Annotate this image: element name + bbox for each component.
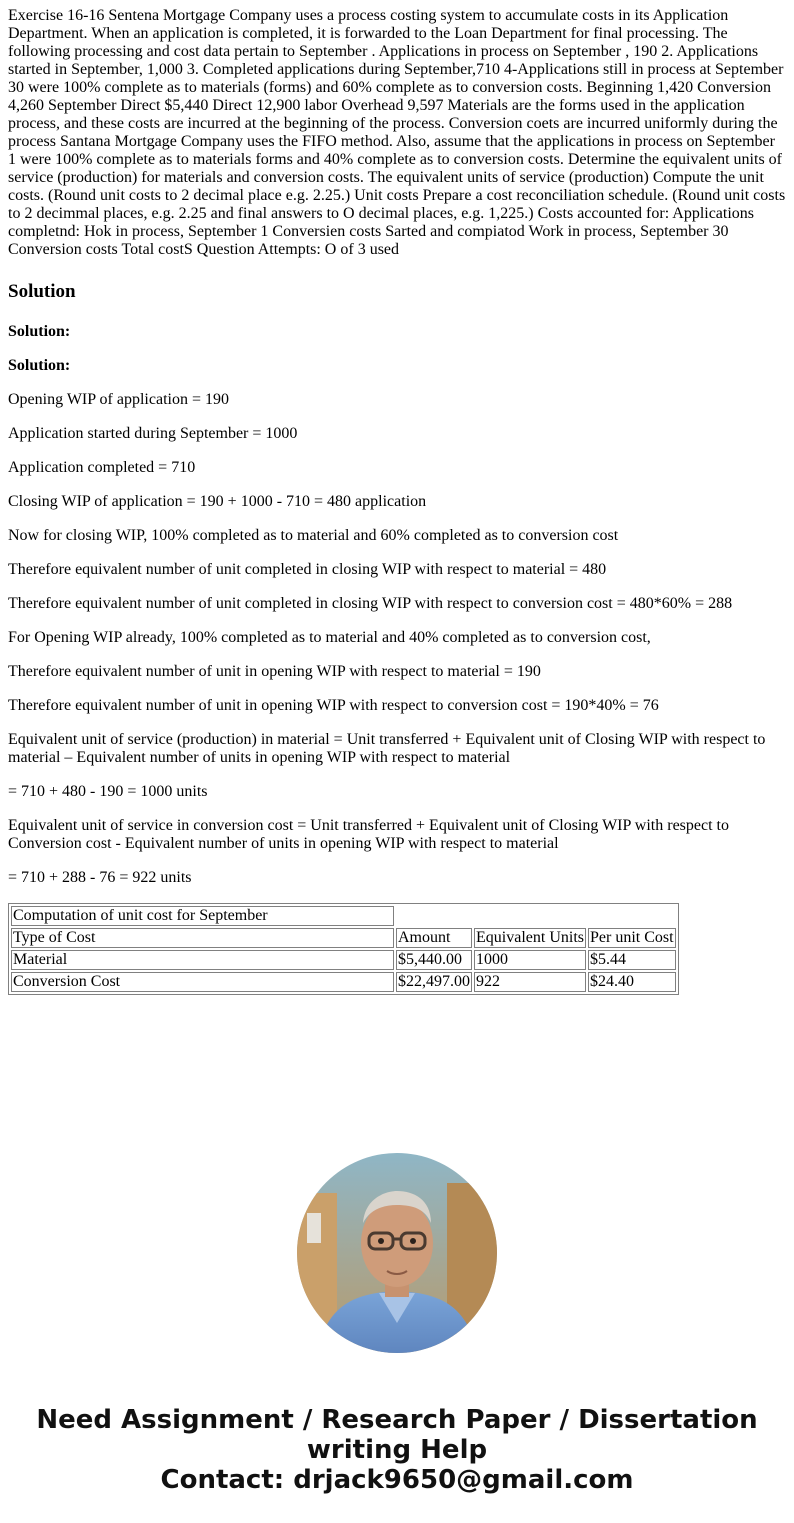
conversion-eu-formula: Equivalent unit of service in conversion cost = Unit transferred + Equivalent unit of Closing WIP with respect to Conversion cost - Equivalent number of units in opening WIP with respect to material bbox=[8, 817, 729, 852]
cell-equivalent-units: 922 bbox=[474, 972, 586, 992]
cell-type: Material bbox=[11, 950, 394, 970]
closing-wip-note: Now for closing WIP, 100% completed as to material and 60% completed as to conversion cost bbox=[8, 527, 619, 544]
started-line: Application started during September = 1000 bbox=[8, 425, 298, 442]
closing-conversion-eu: Therefore equivalent number of unit completed in closing WIP with respect to conversion cost = 480*60% = 288 bbox=[8, 595, 733, 612]
cell-amount: $22,497.00 bbox=[398, 973, 470, 990]
material-eu-result: = 710 + 480 - 190 = 1000 units bbox=[8, 783, 208, 800]
solution-label: Solution: bbox=[8, 323, 71, 340]
question-text: Exercise 16-16 Sentena Mortgage Company uses a process costing system to accumulate costs in its Application Department. When an application is completed, it is forwarded to the Loan Department for final processing. The following processing and cost data pertain to September . Applications in process on September , 190 2. Applications started in September, 1,000 3. Completed applications during September,710 4-Applications still in process at September 30 were 100% complete as to materials (forms) and 60% complete as to conversion costs. Beginning 1,420 Conversion 4,260 September Direct $5,440 Direct 12,900 labor Overhead 9,597 Materials are the forms used in the application process, and these costs are incurred at the beginning of the process. Conversion coets are incurred uniformly during the process Santana Mortgage Company uses the FIFO method. Also, assume that the applications in process on September 1 were 100% complete as to materials forms and 40% complete as to conversion costs. Determine the equivalent units of service (production) for materials and conversion costs. The equivalent units of service (production) Compute the unit costs. (Round unit costs to 2 decimal place e.g. 2.25.) Unit costs Prepare a cost reconciliation schedule. (Round unit costs to 2 decimmal places, e.g. 2.25 and final answers to O decimal places, e.g. 1,225.) Costs accounted for: Applications completnd: Hok in process, September 1 Conversien costs Sarted and compiatod Work in process, September 30 Conversion costs Total costS Question Attempts: O of 3 used bbox=[8, 7, 786, 258]
opening-conversion-eu: Therefore equivalent number of unit in opening WIP with respect to conversion cost = 190*40% = 76 bbox=[8, 697, 659, 714]
cell-per-unit-cost: $5.44 bbox=[588, 950, 676, 970]
table-header-row bbox=[11, 928, 676, 948]
completed-line: Application completed = 710 bbox=[8, 459, 196, 476]
header-per-unit-cost: Per unit Cost bbox=[589, 929, 674, 946]
table-title-row bbox=[11, 906, 676, 926]
cell-type: Conversion Cost bbox=[11, 972, 394, 992]
opening-material-eu: Therefore equivalent number of unit in opening WIP with respect to material = 190 bbox=[8, 663, 541, 680]
header-amount: Amount bbox=[396, 928, 472, 948]
conversion-eu-result: = 710 + 288 - 76 = 922 units bbox=[8, 869, 192, 886]
cta-line-2: writing Help bbox=[306, 1435, 488, 1465]
unit-cost-table bbox=[8, 903, 679, 995]
cta-contact-line: Contact: drjack9650@gmail.com bbox=[160, 1465, 634, 1495]
cell-per-unit-cost: $24.40 bbox=[588, 972, 676, 992]
opening-wip-note: For Opening WIP already, 100% completed as to material and 40% completed as to conversion cost, bbox=[8, 629, 651, 646]
solution-label-repeat: Solution: bbox=[8, 357, 71, 374]
cta-line-1: Need Assignment / Research Paper / Dissertation bbox=[36, 1405, 758, 1435]
cell-equivalent-units: 1000 bbox=[474, 950, 586, 970]
contact-banner bbox=[0, 1405, 794, 1495]
opening-wip-line: Opening WIP of application = 190 bbox=[8, 391, 229, 408]
closing-material-eu: Therefore equivalent number of unit completed in closing WIP with respect to material = 480 bbox=[8, 561, 607, 578]
author-portrait-image bbox=[297, 1153, 497, 1353]
header-equivalent-units: Equivalent Units bbox=[476, 929, 584, 946]
table-title: Computation of unit cost for September bbox=[11, 906, 394, 926]
material-eu-formula: Equivalent unit of service (production) in material = Unit transferred + Equivalent unit of Closing WIP with respect to material – Equivalent number of units in opening WIP with respect to material bbox=[8, 731, 766, 766]
author-avatar bbox=[297, 1153, 497, 1353]
document-body bbox=[8, 7, 786, 995]
cell-amount: $5,440.00 bbox=[396, 950, 472, 970]
table-row bbox=[11, 972, 676, 992]
table-row bbox=[11, 950, 676, 970]
header-type-of-cost: Type of Cost bbox=[11, 928, 394, 948]
solution-heading: Solution bbox=[8, 281, 76, 302]
closing-wip-line: Closing WIP of application = 190 + 1000 - 710 = 480 application bbox=[8, 493, 427, 510]
